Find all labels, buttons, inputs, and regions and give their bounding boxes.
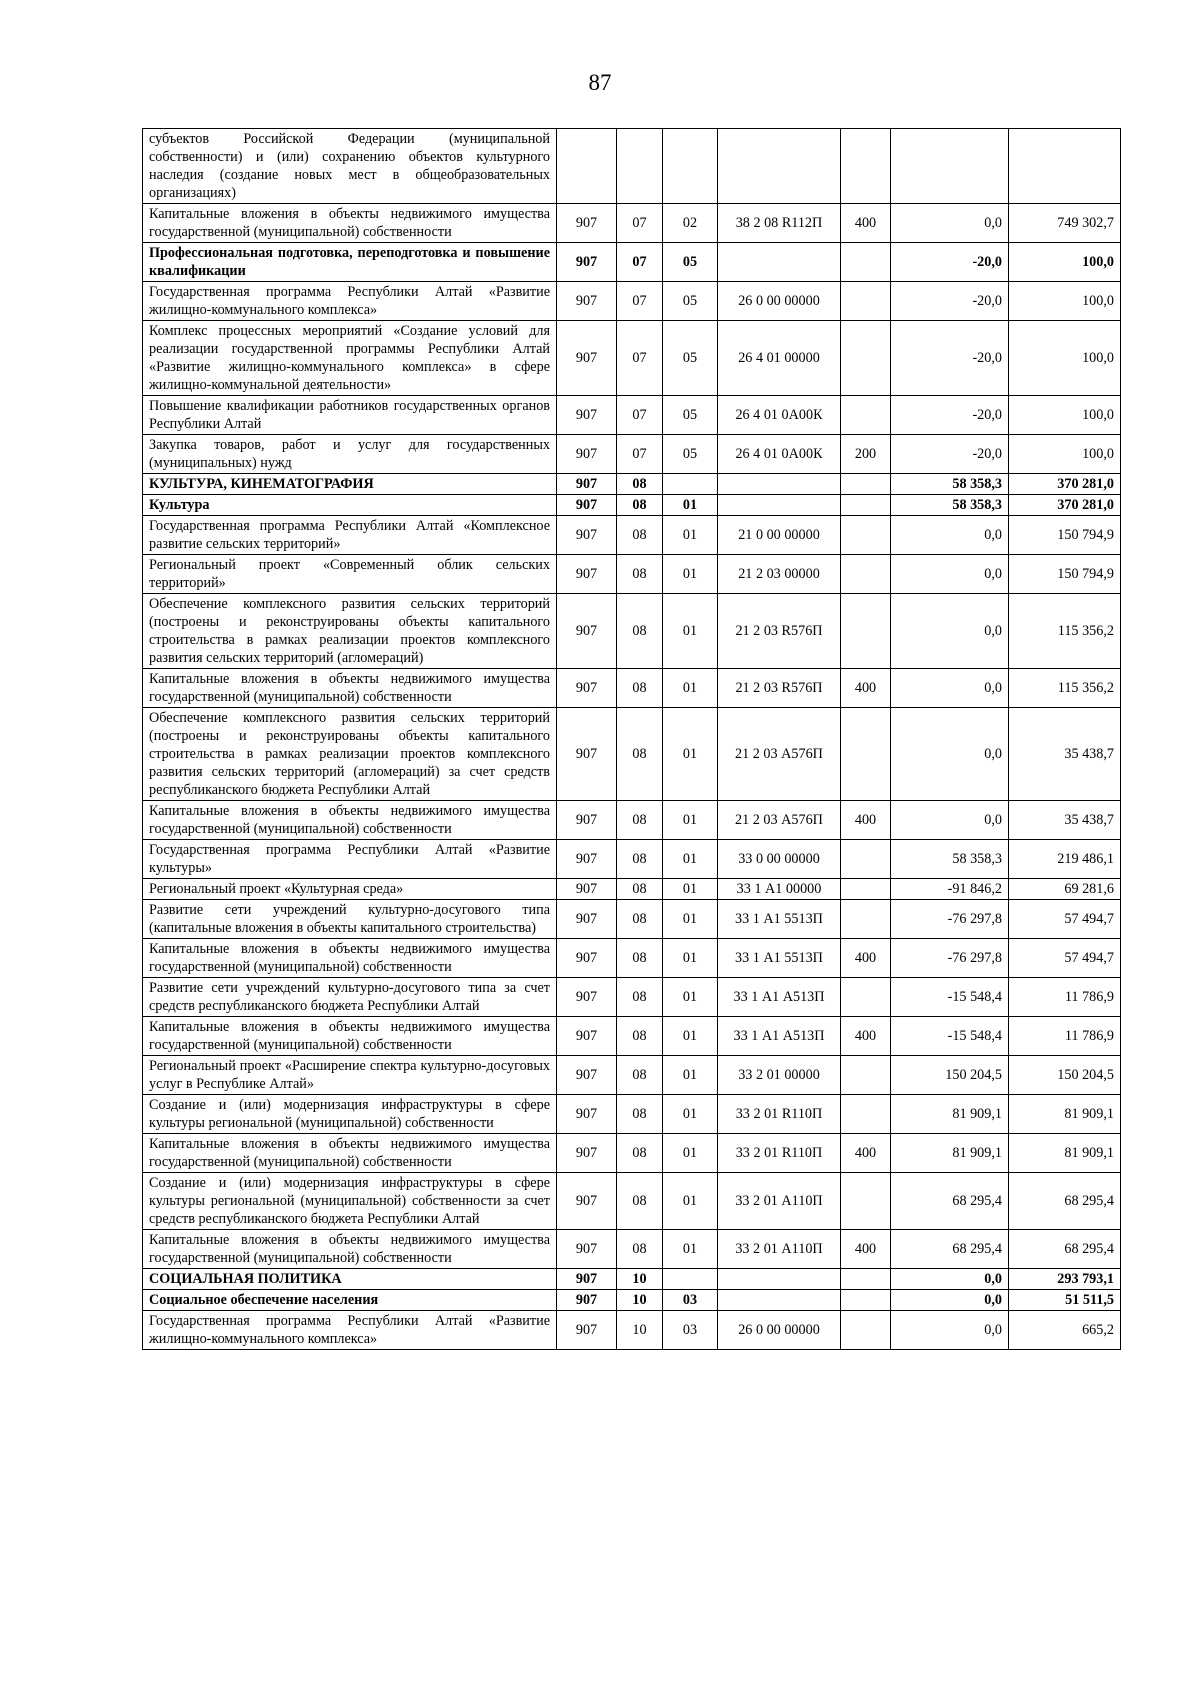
cell-expense-type bbox=[841, 282, 891, 321]
table-row bbox=[143, 708, 1121, 801]
cell-amount-change: 81 909,1 bbox=[891, 1134, 1009, 1173]
cell-section-code: 08 bbox=[617, 594, 663, 669]
cell-section-code: 08 bbox=[617, 978, 663, 1017]
cell-ministry-code: 907 bbox=[557, 321, 617, 396]
cell-amount-total: 57 494,7 bbox=[1009, 939, 1121, 978]
cell-amount-change: 81 909,1 bbox=[891, 1095, 1009, 1134]
cell-amount-total: 57 494,7 bbox=[1009, 900, 1121, 939]
cell-amount-total: 35 438,7 bbox=[1009, 708, 1121, 801]
cell-section-code: 10 bbox=[617, 1269, 663, 1290]
cell-subsection-code: 05 bbox=[663, 282, 718, 321]
cell-expense-type bbox=[841, 594, 891, 669]
cell-name: Государственная программа Республики Алтай «Комплексное развитие сельских территорий» bbox=[143, 516, 557, 555]
cell-expense-type bbox=[841, 900, 891, 939]
table-row bbox=[143, 669, 1121, 708]
cell-amount-change: -15 548,4 bbox=[891, 978, 1009, 1017]
cell-section-code: 07 bbox=[617, 396, 663, 435]
cell-subsection-code: 01 bbox=[663, 1230, 718, 1269]
cell-subsection-code: 01 bbox=[663, 495, 718, 516]
cell-target-article: 33 1 А1 00000 bbox=[718, 879, 841, 900]
cell-name: Закупка товаров, работ и услуг для государственных (муниципальных) нужд bbox=[143, 435, 557, 474]
cell-expense-type: 200 bbox=[841, 435, 891, 474]
table-row bbox=[143, 396, 1121, 435]
table-row bbox=[143, 1311, 1121, 1350]
cell-subsection-code: 01 bbox=[663, 939, 718, 978]
cell-section-code: 10 bbox=[617, 1311, 663, 1350]
table-row bbox=[143, 1269, 1121, 1290]
cell-ministry-code: 907 bbox=[557, 495, 617, 516]
cell-amount-total: 68 295,4 bbox=[1009, 1230, 1121, 1269]
cell-target-article: 26 4 01 0А00К bbox=[718, 396, 841, 435]
table-row bbox=[143, 978, 1121, 1017]
cell-name: Государственная программа Республики Алтай «Развитие культуры» bbox=[143, 840, 557, 879]
cell-amount-total: 115 356,2 bbox=[1009, 594, 1121, 669]
table-row bbox=[143, 555, 1121, 594]
budget-table-body bbox=[143, 129, 1121, 1350]
table-row bbox=[143, 594, 1121, 669]
cell-amount-total: 51 511,5 bbox=[1009, 1290, 1121, 1311]
cell-expense-type bbox=[841, 321, 891, 396]
cell-ministry-code: 907 bbox=[557, 435, 617, 474]
cell-ministry-code: 907 bbox=[557, 282, 617, 321]
cell-amount-total: 100,0 bbox=[1009, 243, 1121, 282]
cell-name: Региональный проект «Современный облик сельских территорий» bbox=[143, 555, 557, 594]
cell-subsection-code: 01 bbox=[663, 900, 718, 939]
cell-ministry-code: 907 bbox=[557, 708, 617, 801]
cell-target-article: 33 2 01 А110П bbox=[718, 1230, 841, 1269]
table-row bbox=[143, 282, 1121, 321]
cell-section-code: 07 bbox=[617, 282, 663, 321]
table-row bbox=[143, 1134, 1121, 1173]
cell-ministry-code: 907 bbox=[557, 555, 617, 594]
cell-amount-change: 150 204,5 bbox=[891, 1056, 1009, 1095]
cell-amount-change: 68 295,4 bbox=[891, 1230, 1009, 1269]
cell-amount-total bbox=[1009, 129, 1121, 204]
cell-subsection-code: 01 bbox=[663, 1056, 718, 1095]
cell-expense-type: 400 bbox=[841, 1230, 891, 1269]
cell-expense-type: 400 bbox=[841, 204, 891, 243]
cell-amount-total: 35 438,7 bbox=[1009, 801, 1121, 840]
cell-amount-change: 58 358,3 bbox=[891, 840, 1009, 879]
cell-section-code: 08 bbox=[617, 1230, 663, 1269]
cell-subsection-code: 01 bbox=[663, 669, 718, 708]
cell-name: Государственная программа Республики Алтай «Развитие жилищно-коммунального комплекса» bbox=[143, 282, 557, 321]
cell-expense-type bbox=[841, 840, 891, 879]
cell-amount-change: 0,0 bbox=[891, 801, 1009, 840]
cell-ministry-code: 907 bbox=[557, 243, 617, 282]
cell-target-article: 26 4 01 00000 bbox=[718, 321, 841, 396]
cell-subsection-code: 01 bbox=[663, 708, 718, 801]
cell-amount-total: 749 302,7 bbox=[1009, 204, 1121, 243]
cell-section-code: 08 bbox=[617, 840, 663, 879]
cell-amount-change: 58 358,3 bbox=[891, 495, 1009, 516]
cell-expense-type: 400 bbox=[841, 1017, 891, 1056]
cell-target-article: 33 0 00 00000 bbox=[718, 840, 841, 879]
cell-section-code: 08 bbox=[617, 555, 663, 594]
cell-name: Повышение квалификации работников государственных органов Республики Алтай bbox=[143, 396, 557, 435]
cell-name: Капитальные вложения в объекты недвижимого имущества государственной (муниципальной) собственности bbox=[143, 1134, 557, 1173]
cell-amount-total: 100,0 bbox=[1009, 435, 1121, 474]
table-row bbox=[143, 801, 1121, 840]
cell-ministry-code: 907 bbox=[557, 939, 617, 978]
cell-section-code: 08 bbox=[617, 669, 663, 708]
cell-section-code: 08 bbox=[617, 1017, 663, 1056]
cell-target-article: 33 1 А1 А513П bbox=[718, 978, 841, 1017]
table-row bbox=[143, 495, 1121, 516]
cell-name: Социальное обеспечение населения bbox=[143, 1290, 557, 1311]
cell-ministry-code: 907 bbox=[557, 1290, 617, 1311]
cell-expense-type bbox=[841, 555, 891, 594]
cell-expense-type bbox=[841, 474, 891, 495]
cell-amount-change: -15 548,4 bbox=[891, 1017, 1009, 1056]
cell-target-article: 38 2 08 R112П bbox=[718, 204, 841, 243]
table-row bbox=[143, 1056, 1121, 1095]
cell-target-article: 33 2 01 R110П bbox=[718, 1134, 841, 1173]
cell-subsection-code: 01 bbox=[663, 879, 718, 900]
cell-subsection-code: 01 bbox=[663, 978, 718, 1017]
cell-target-article: 21 2 03 00000 bbox=[718, 555, 841, 594]
table-row bbox=[143, 516, 1121, 555]
table-row bbox=[143, 840, 1121, 879]
cell-name: Капитальные вложения в объекты недвижимого имущества государственной (муниципальной) собственности bbox=[143, 1017, 557, 1056]
cell-target-article: 21 0 00 00000 bbox=[718, 516, 841, 555]
table-row bbox=[143, 900, 1121, 939]
table-row bbox=[143, 939, 1121, 978]
cell-name: Создание и (или) модернизация инфраструктуры в сфере культуры региональной (муниципальной) собственности за счет средств республиканского бюджета Республики Алтай bbox=[143, 1173, 557, 1230]
table-row bbox=[143, 879, 1121, 900]
cell-section-code: 08 bbox=[617, 495, 663, 516]
cell-name: Региональный проект «Расширение спектра культурно-досуговых услуг в Республике Алтай» bbox=[143, 1056, 557, 1095]
cell-subsection-code: 01 bbox=[663, 1173, 718, 1230]
cell-ministry-code: 907 bbox=[557, 1173, 617, 1230]
cell-amount-total: 665,2 bbox=[1009, 1311, 1121, 1350]
cell-subsection-code: 03 bbox=[663, 1290, 718, 1311]
cell-name: Капитальные вложения в объекты недвижимого имущества государственной (муниципальной) собственности bbox=[143, 1230, 557, 1269]
cell-target-article: 33 1 А1 5513П bbox=[718, 939, 841, 978]
cell-ministry-code: 907 bbox=[557, 1095, 617, 1134]
cell-name: КУЛЬТУРА, КИНЕМАТОГРАФИЯ bbox=[143, 474, 557, 495]
cell-target-article: 33 1 А1 А513П bbox=[718, 1017, 841, 1056]
cell-section-code: 08 bbox=[617, 474, 663, 495]
cell-section-code: 08 bbox=[617, 1173, 663, 1230]
table-row bbox=[143, 204, 1121, 243]
cell-amount-change: -20,0 bbox=[891, 282, 1009, 321]
cell-subsection-code: 01 bbox=[663, 594, 718, 669]
cell-amount-change: -20,0 bbox=[891, 435, 1009, 474]
cell-amount-total: 219 486,1 bbox=[1009, 840, 1121, 879]
cell-ministry-code: 907 bbox=[557, 474, 617, 495]
cell-section-code: 08 bbox=[617, 1056, 663, 1095]
cell-expense-type bbox=[841, 1056, 891, 1095]
cell-expense-type bbox=[841, 879, 891, 900]
cell-subsection-code: 05 bbox=[663, 243, 718, 282]
cell-subsection-code bbox=[663, 129, 718, 204]
cell-target-article bbox=[718, 1290, 841, 1311]
cell-amount-change: -20,0 bbox=[891, 243, 1009, 282]
cell-amount-total: 370 281,0 bbox=[1009, 495, 1121, 516]
cell-ministry-code: 907 bbox=[557, 669, 617, 708]
cell-amount-total: 150 204,5 bbox=[1009, 1056, 1121, 1095]
cell-amount-change: 0,0 bbox=[891, 1290, 1009, 1311]
cell-target-article bbox=[718, 474, 841, 495]
cell-ministry-code: 907 bbox=[557, 900, 617, 939]
cell-amount-total: 11 786,9 bbox=[1009, 978, 1121, 1017]
cell-expense-type: 400 bbox=[841, 669, 891, 708]
cell-ministry-code: 907 bbox=[557, 1134, 617, 1173]
cell-name: Создание и (или) модернизация инфраструктуры в сфере культуры региональной (муниципальной) собственности bbox=[143, 1095, 557, 1134]
cell-target-article: 33 1 А1 5513П bbox=[718, 900, 841, 939]
cell-name: Культура bbox=[143, 495, 557, 516]
cell-amount-total: 81 909,1 bbox=[1009, 1134, 1121, 1173]
cell-expense-type bbox=[841, 1269, 891, 1290]
cell-amount-change: 0,0 bbox=[891, 708, 1009, 801]
cell-amount-total: 293 793,1 bbox=[1009, 1269, 1121, 1290]
cell-amount-change: -91 846,2 bbox=[891, 879, 1009, 900]
cell-section-code: 07 bbox=[617, 321, 663, 396]
cell-subsection-code: 01 bbox=[663, 1134, 718, 1173]
cell-section-code: 07 bbox=[617, 204, 663, 243]
cell-subsection-code: 05 bbox=[663, 321, 718, 396]
cell-ministry-code: 907 bbox=[557, 1017, 617, 1056]
table-row bbox=[143, 129, 1121, 204]
cell-amount-change: -76 297,8 bbox=[891, 900, 1009, 939]
cell-name: Капитальные вложения в объекты недвижимого имущества государственной (муниципальной) собственности bbox=[143, 204, 557, 243]
table-row bbox=[143, 243, 1121, 282]
cell-amount-total: 150 794,9 bbox=[1009, 555, 1121, 594]
cell-target-article: 21 2 03 А576П bbox=[718, 708, 841, 801]
cell-amount-change: 0,0 bbox=[891, 516, 1009, 555]
cell-ministry-code: 907 bbox=[557, 1056, 617, 1095]
cell-section-code bbox=[617, 129, 663, 204]
cell-subsection-code: 02 bbox=[663, 204, 718, 243]
table-row bbox=[143, 474, 1121, 495]
cell-expense-type bbox=[841, 243, 891, 282]
cell-expense-type bbox=[841, 516, 891, 555]
table-row bbox=[143, 1173, 1121, 1230]
cell-amount-change: 0,0 bbox=[891, 1269, 1009, 1290]
cell-expense-type bbox=[841, 1290, 891, 1311]
cell-ministry-code: 907 bbox=[557, 879, 617, 900]
cell-amount-total: 115 356,2 bbox=[1009, 669, 1121, 708]
cell-amount-change: 0,0 bbox=[891, 594, 1009, 669]
cell-expense-type bbox=[841, 495, 891, 516]
cell-amount-change: -20,0 bbox=[891, 321, 1009, 396]
cell-expense-type bbox=[841, 1173, 891, 1230]
cell-ministry-code: 907 bbox=[557, 204, 617, 243]
cell-target-article bbox=[718, 243, 841, 282]
cell-name: Капитальные вложения в объекты недвижимого имущества государственной (муниципальной) собственности bbox=[143, 801, 557, 840]
cell-amount-change: -20,0 bbox=[891, 396, 1009, 435]
cell-ministry-code: 907 bbox=[557, 594, 617, 669]
table-row bbox=[143, 321, 1121, 396]
cell-name: Профессиональная подготовка, переподготовка и повышение квалификации bbox=[143, 243, 557, 282]
cell-section-code: 07 bbox=[617, 435, 663, 474]
cell-name: СОЦИАЛЬНАЯ ПОЛИТИКА bbox=[143, 1269, 557, 1290]
cell-ministry-code: 907 bbox=[557, 1269, 617, 1290]
cell-subsection-code bbox=[663, 474, 718, 495]
cell-expense-type bbox=[841, 1095, 891, 1134]
cell-name: Государственная программа Республики Алтай «Развитие жилищно-коммунального комплекса» bbox=[143, 1311, 557, 1350]
cell-name: Региональный проект «Культурная среда» bbox=[143, 879, 557, 900]
cell-section-code: 08 bbox=[617, 900, 663, 939]
cell-expense-type bbox=[841, 1311, 891, 1350]
cell-subsection-code: 01 bbox=[663, 801, 718, 840]
cell-target-article bbox=[718, 1269, 841, 1290]
cell-subsection-code: 03 bbox=[663, 1311, 718, 1350]
cell-ministry-code: 907 bbox=[557, 1311, 617, 1350]
cell-amount-total: 150 794,9 bbox=[1009, 516, 1121, 555]
cell-subsection-code: 01 bbox=[663, 516, 718, 555]
cell-target-article: 33 2 01 А110П bbox=[718, 1173, 841, 1230]
cell-ministry-code: 907 bbox=[557, 978, 617, 1017]
cell-amount-change: -76 297,8 bbox=[891, 939, 1009, 978]
cell-name: Развитие сети учреждений культурно-досугового типа (капитальные вложения в объекты капитального строительства) bbox=[143, 900, 557, 939]
cell-name: Капитальные вложения в объекты недвижимого имущества государственной (муниципальной) собственности bbox=[143, 939, 557, 978]
table-row bbox=[143, 435, 1121, 474]
cell-target-article: 26 0 00 00000 bbox=[718, 282, 841, 321]
cell-target-article: 21 2 03 А576П bbox=[718, 801, 841, 840]
cell-name: Капитальные вложения в объекты недвижимого имущества государственной (муниципальной) собственности bbox=[143, 669, 557, 708]
cell-section-code: 08 bbox=[617, 708, 663, 801]
cell-amount-change: 0,0 bbox=[891, 204, 1009, 243]
cell-subsection-code bbox=[663, 1269, 718, 1290]
cell-target-article: 26 4 01 0А00К bbox=[718, 435, 841, 474]
cell-subsection-code: 01 bbox=[663, 1017, 718, 1056]
table-row bbox=[143, 1017, 1121, 1056]
cell-amount-change: 68 295,4 bbox=[891, 1173, 1009, 1230]
page-number: 87 bbox=[588, 70, 612, 95]
cell-target-article: 21 2 03 R576П bbox=[718, 594, 841, 669]
cell-target-article: 21 2 03 R576П bbox=[718, 669, 841, 708]
cell-section-code: 08 bbox=[617, 801, 663, 840]
cell-target-article bbox=[718, 129, 841, 204]
cell-ministry-code: 907 bbox=[557, 801, 617, 840]
cell-subsection-code: 01 bbox=[663, 840, 718, 879]
cell-subsection-code: 05 bbox=[663, 435, 718, 474]
cell-amount-change: 0,0 bbox=[891, 555, 1009, 594]
cell-subsection-code: 01 bbox=[663, 555, 718, 594]
cell-amount-change: 0,0 bbox=[891, 669, 1009, 708]
cell-target-article bbox=[718, 495, 841, 516]
cell-expense-type: 400 bbox=[841, 801, 891, 840]
cell-name: субъектов Российской Федерации (муниципальной собственности) и (или) сохранению объектов культурного наследия (создание новых мест в общеобразовательных организациях) bbox=[143, 129, 557, 204]
cell-expense-type bbox=[841, 708, 891, 801]
cell-ministry-code: 907 bbox=[557, 516, 617, 555]
cell-amount-total: 69 281,6 bbox=[1009, 879, 1121, 900]
cell-amount-total: 370 281,0 bbox=[1009, 474, 1121, 495]
cell-ministry-code bbox=[557, 129, 617, 204]
cell-ministry-code: 907 bbox=[557, 396, 617, 435]
cell-section-code: 10 bbox=[617, 1290, 663, 1311]
cell-amount-change: 0,0 bbox=[891, 1311, 1009, 1350]
table-row bbox=[143, 1290, 1121, 1311]
cell-amount-total: 100,0 bbox=[1009, 321, 1121, 396]
cell-expense-type bbox=[841, 396, 891, 435]
cell-expense-type bbox=[841, 129, 891, 204]
cell-amount-total: 68 295,4 bbox=[1009, 1173, 1121, 1230]
cell-section-code: 08 bbox=[617, 516, 663, 555]
cell-section-code: 08 bbox=[617, 1134, 663, 1173]
cell-amount-total: 11 786,9 bbox=[1009, 1017, 1121, 1056]
table-row bbox=[143, 1095, 1121, 1134]
cell-amount-total: 81 909,1 bbox=[1009, 1095, 1121, 1134]
cell-name: Развитие сети учреждений культурно-досугового типа за счет средств республиканского бюджета Республики Алтай bbox=[143, 978, 557, 1017]
cell-amount-change bbox=[891, 129, 1009, 204]
cell-expense-type bbox=[841, 978, 891, 1017]
table-row bbox=[143, 1230, 1121, 1269]
cell-section-code: 07 bbox=[617, 243, 663, 282]
cell-expense-type: 400 bbox=[841, 939, 891, 978]
cell-target-article: 33 2 01 R110П bbox=[718, 1095, 841, 1134]
cell-name: Обеспечение комплексного развития сельских территорий (построены и реконструированы объекты капитального строительства в рамках реализации проектов комплексного развития сельских территорий (агломераций) за счет средств республиканского бюджета Республики Алтай bbox=[143, 708, 557, 801]
cell-ministry-code: 907 bbox=[557, 840, 617, 879]
cell-name: Обеспечение комплексного развития сельских территорий (построены и реконструированы объекты капитального строительства в рамках реализации проектов комплексного развития сельских территорий (агломераций) bbox=[143, 594, 557, 669]
cell-ministry-code: 907 bbox=[557, 1230, 617, 1269]
cell-expense-type: 400 bbox=[841, 1134, 891, 1173]
budget-table bbox=[142, 128, 1121, 1350]
cell-amount-total: 100,0 bbox=[1009, 282, 1121, 321]
cell-target-article: 33 2 01 00000 bbox=[718, 1056, 841, 1095]
cell-subsection-code: 05 bbox=[663, 396, 718, 435]
cell-name: Комплекс процессных мероприятий «Создание условий для реализации государственной программы Республики Алтай «Развитие жилищно-коммунального комплекса» в сфере жилищно-коммунальной деятельности» bbox=[143, 321, 557, 396]
cell-section-code: 08 bbox=[617, 879, 663, 900]
cell-amount-change: 58 358,3 bbox=[891, 474, 1009, 495]
cell-amount-total: 100,0 bbox=[1009, 396, 1121, 435]
cell-target-article: 26 0 00 00000 bbox=[718, 1311, 841, 1350]
cell-subsection-code: 01 bbox=[663, 1095, 718, 1134]
cell-section-code: 08 bbox=[617, 939, 663, 978]
cell-section-code: 08 bbox=[617, 1095, 663, 1134]
